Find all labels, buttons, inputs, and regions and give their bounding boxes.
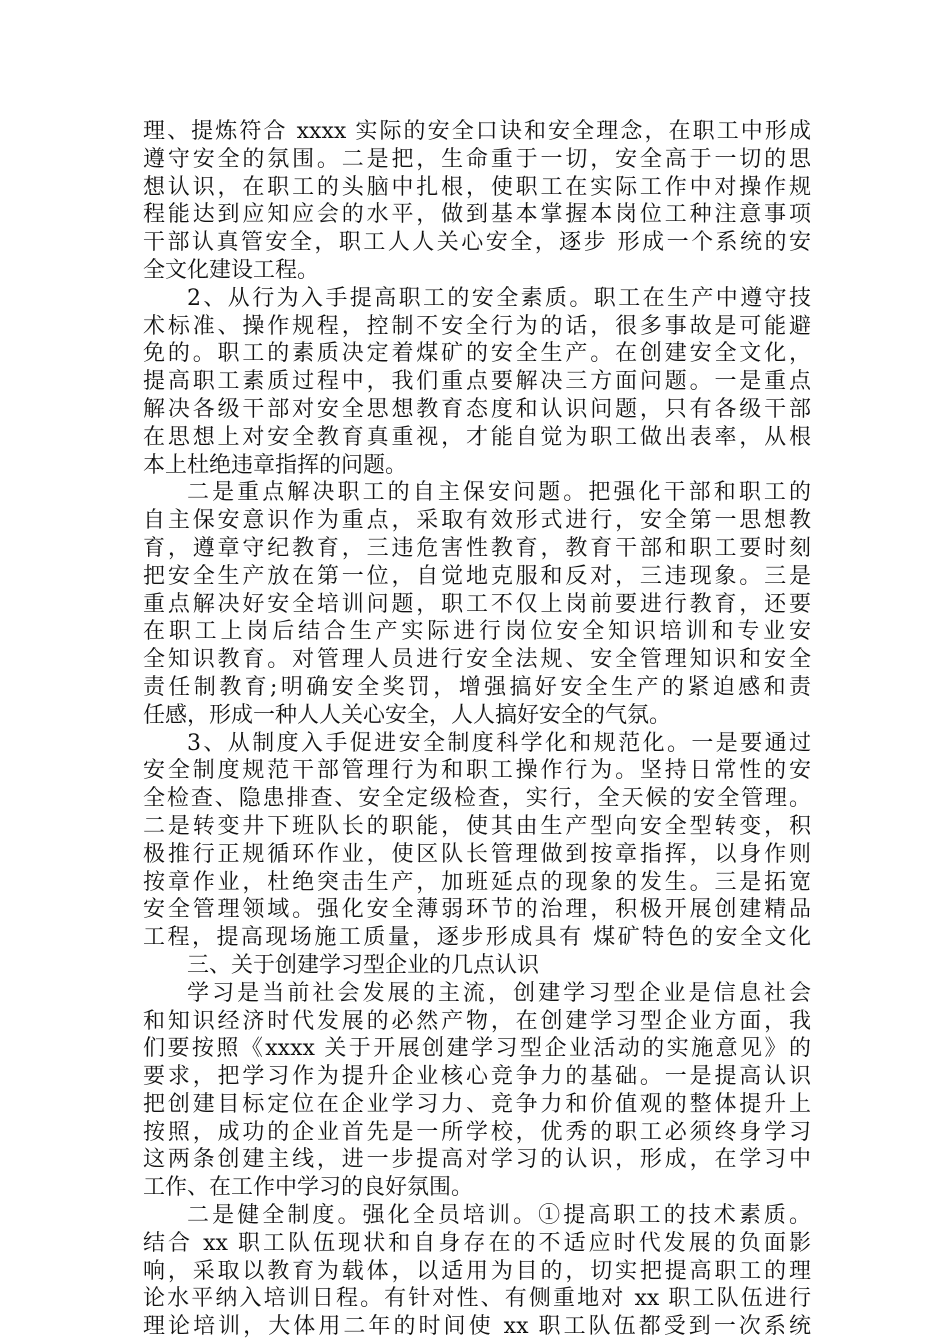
text-line: 二是健全制度。强化全员培训。①提高职工的技术素质。 (187, 1203, 811, 1229)
text-line: 要求，把学习作为提升企业核心竞争力的基础。一是提高认识 (143, 1064, 811, 1090)
text-line: 提高职工素质过程中，我们重点要解决三方面问题。一是重点 (143, 369, 811, 395)
text-line: 术标准、操作规程，控制不安全行为的话，很多事故是可能避 (143, 313, 811, 339)
text-line: 把安全生产放在第一位，自觉地克服和反对，三违现象。三是 (143, 563, 811, 589)
text-line: 三、关于创建学习型企业的几点认识 (187, 952, 540, 978)
text-line: 全检查、隐患排查、安全定级检查，实行，全天候的安全管理。 (143, 786, 811, 812)
text-line: 3、从制度入手促进安全制度科学化和规范化。一是要通过 (187, 730, 811, 756)
text-line: 极推行正规循环作业，使区队长管理做到按章指挥，以身作则 (143, 841, 811, 867)
text-line: 工作、在工作中学习的良好氛围。 (143, 1175, 474, 1201)
text-line: 遵守安全的氛围。二是把，生命重于一切，安全高于一切的思 (143, 146, 811, 172)
text-line: 本上杜绝违章指挥的问题。 (143, 452, 408, 478)
text-line: 全知识教育。对管理人员进行安全法规、安全管理知识和安全 (143, 647, 811, 673)
text-line: 这两条创建主线，进一步提高对学习的认识，形成，在学习中 (143, 1147, 811, 1173)
text-line: 二是转变井下班队长的职能，使其由生产型向安全型转变，积 (143, 813, 811, 839)
text-line: 论水平纳入培训日程。有针对性、有侧重地对 xx 职工队伍进行 (143, 1286, 811, 1312)
text-line: 们要按照《xxxx 关于开展创建学习型企业活动的实施意见》的 (143, 1036, 811, 1062)
text-line: 理论培训，大体用二年的时间使 xx 职工队伍都受到一次系统 (143, 1314, 811, 1340)
text-line: 响，采取以教育为载体，以适用为目的，切实把提高职工的理 (143, 1258, 811, 1284)
text-line: 全文化建设工程。 (143, 257, 320, 283)
text-line: 育，遵章守纪教育，三违危害性教育，教育干部和职工要时刻 (143, 535, 811, 561)
text-line: 免的。职工的素质决定着煤矿的安全生产。在创建安全文化， (143, 341, 811, 367)
text-line: 把创建目标定位在企业学习力、竞争力和价值观的整体提升上 (143, 1091, 811, 1117)
document-body (143, 118, 811, 1341)
text-line: 在职工上岗后结合生产实际进行岗位安全知识培训和专业安 (143, 619, 811, 645)
text-line: 二是重点解决职工的自主保安问题。把强化干部和职工的 (187, 480, 811, 506)
text-line: 按照，成功的企业首先是一所学校，优秀的职工必须终身学习 (143, 1119, 811, 1145)
text-line: 工程，提高现场施工质量，逐步形成具有 煤矿特色的安全文化 (143, 925, 811, 951)
text-line: 重点解决好安全培训问题，职工不仅上岗前要进行教育，还要 (143, 591, 811, 617)
text-line: 自主保安意识作为重点，采取有效形式进行，安全第一思想教 (143, 508, 811, 534)
text-line: 责任制教育;明确安全奖罚，增强搞好安全生产的紧迫感和责 (143, 674, 811, 700)
text-line: 和知识经济时代发展的必然产物，在创建学习型企业方面，我 (143, 1008, 811, 1034)
text-line: 想认识，在职工的头脑中扎根，使职工在实际工作中对操作规 (143, 174, 811, 200)
text-line: 学习是当前社会发展的主流，创建学习型企业是信息社会 (187, 980, 811, 1006)
text-line: 按章作业，杜绝突击生产，加班延点的现象的发生。三是拓宽 (143, 869, 811, 895)
text-line: 2、从行为入手提高职工的安全素质。职工在生产中遵守技 (187, 285, 811, 311)
text-line: 安全制度规范干部管理行为和职工操作行为。坚持日常性的安 (143, 758, 811, 784)
text-line: 在思想上对安全教育真重视，才能自觉为职工做出表率，从根 (143, 424, 811, 450)
text-line: 程能达到应知应会的水平，做到基本掌握本岗位工种注意事项 (143, 202, 811, 228)
text-line: 解决各级干部对安全思想教育态度和认识问题，只有各级干部 (143, 396, 811, 422)
text-line: 任感，形成一种人人关心安全，人人搞好安全的气氛。 (143, 702, 672, 728)
text-line: 结合 xx 职工队伍现状和自身存在的不适应时代发展的负面影 (143, 1230, 811, 1256)
text-line: 干部认真管安全，职工人人关心安全，逐步 形成一个系统的安 (143, 230, 811, 256)
text-line: 安全管理领域。强化安全薄弱环节的治理，积极开展创建精品 (143, 897, 811, 923)
text-line: 理、提炼符合 xxxx 实际的安全口诀和安全理念，在职工中形成 (143, 119, 811, 144)
